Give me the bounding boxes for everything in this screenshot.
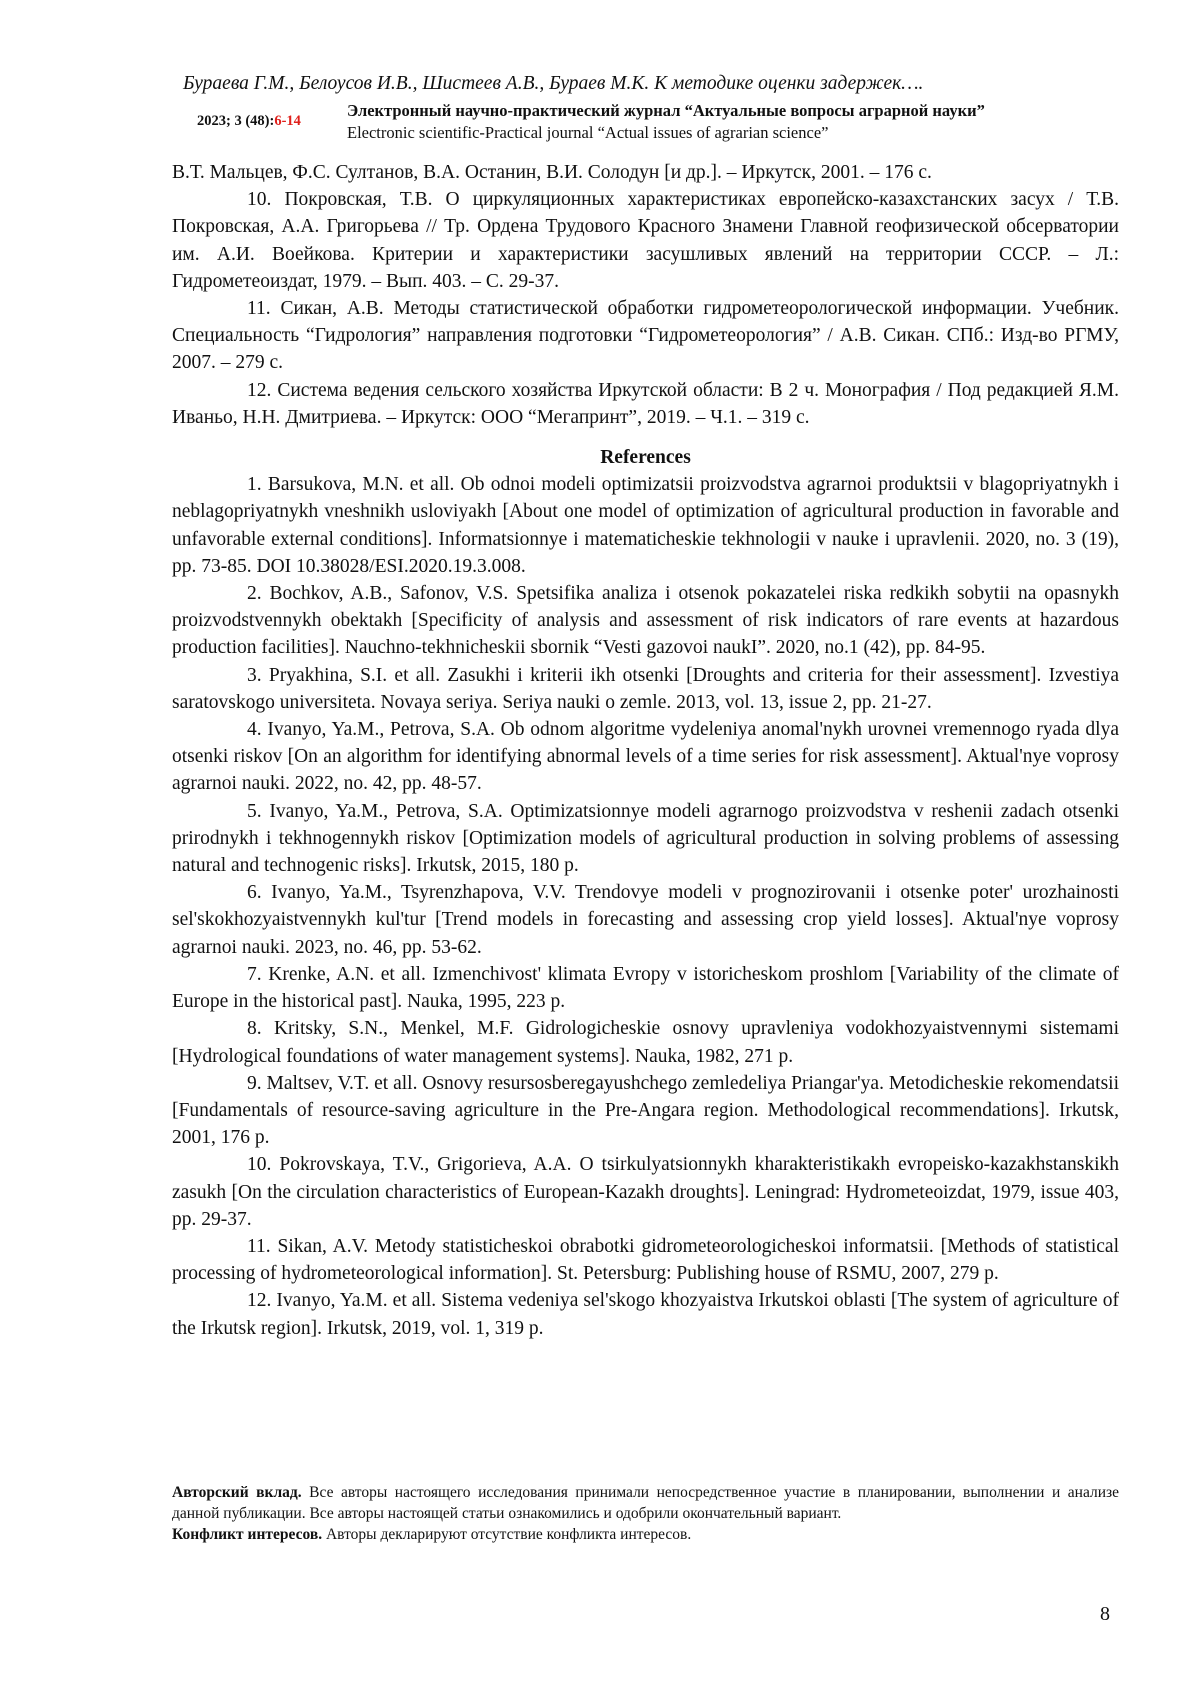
conflict-text: Авторы декларируют отсутствие конфликта интересов. <box>322 1526 691 1543</box>
issue-info <box>197 113 301 130</box>
conflict-label: Конфликт интересов. <box>172 1526 322 1543</box>
reference-item: 3. Pryakhina, S.I. et all. Zasukhi i kriterii ikh otsenki [Droughts and criteria for their assessment]. Izvestiya saratovskogo universiteta. Novaya seriya. Seriya nauki o zemle. 2013, vol. 13, issue 2, pp. 21-27. <box>172 662 1119 716</box>
reference-item: 10. Pokrovskaya, T.V., Grigorieva, A.A. O tsirkulyatsionnykh kharakteristikakh evropeisko-kazakhstanskikh zasukh [On the circulation characteristics of European-Kazakh droughts]. Leningrad: Hydrometeoizdat, 1979, issue 403, pp. 29-37. <box>172 1151 1119 1233</box>
journal-title-en: Electronic scientific-Practical journal “Actual issues of agrarian science” <box>347 123 828 143</box>
document-page <box>0 0 1200 1697</box>
reference-item: 8. Kritsky, S.N., Menkel, M.F. Gidrologicheskie osnovy upravleniya vodokhozyaistvennymi sistemami [Hydrological foundations of water management systems]. Nauka, 1982, 271 p. <box>172 1015 1119 1069</box>
references-heading: References <box>172 444 1119 471</box>
page-number: 8 <box>1100 1603 1110 1626</box>
contribution-label: Авторский вклад. <box>172 1484 302 1501</box>
reference-item: 12. Ivanyo, Ya.M. et all. Sistema vedeniya sel'skogo khozyaistva Irkutskoi oblasti [The system of agriculture of the Irkutsk region]. Irkutsk, 2019, vol. 1, 319 p. <box>172 1287 1119 1341</box>
issue-number: 2023; 3 (48): <box>197 113 274 129</box>
reference-item: 6. Ivanyo, Ya.M., Tsyrenzhapova, V.V. Trendovye modeli v prognozirovanii i otsenke poter' urozhainosti sel'skokhozyaistvennykh kul'tur [Trend models in forecasting and assessing crop yield losses]. Aktual'nye voprosy agrarnoi nauki. 2023, no. 46, pp. 53-62. <box>172 879 1119 961</box>
reference-item: 12. Система ведения сельского хозяйства Иркутской области: В 2 ч. Монография / Под редакцией Я.М. Иваньо, Н.Н. Дмитриева. – Иркутск: ООО “Мегапринт”, 2019. – Ч.1. – 319 с. <box>172 377 1119 431</box>
author-contribution <box>172 1482 1119 1524</box>
reference-item: 2. Bochkov, A.B., Safonov, V.S. Spetsifika analiza i otsenok pokazatelei riska redkikh sobytii na opasnykh proizvodstvennykh obektakh [Specificity of analysis and assessment of risk indicators of rare events at hazardous production facilities]. Nauchno-tekhnicheskii sbornik “Vesti gazovoi naukI”. 2020, no.1 (42), pp. 84-95. <box>172 580 1119 662</box>
reference-item: 1. Barsukova, M.N. et all. Ob odnoi modeli optimizatsii proizvodstva agrarnoi produktsii v blagopriyatnykh i neblagopriyatnykh vneshnikh usloviyakh [About one model of optimization of agricultural production in favorable and unfavorable external conditions]. Informatsionnye i matematicheskie tekhnologii v nauke i upravlenii. 2020, no. 3 (19), pp. 73-85. DOI 10.38028/ESI.2020.19.3.008. <box>172 471 1119 580</box>
references-body <box>172 159 1119 1342</box>
issue-pages: 6-14 <box>274 113 301 129</box>
author-notes <box>172 1482 1119 1545</box>
reference-item: 9. Maltsev, V.T. et all. Osnovy resursosberegayushchego zemledeliya Priangar'ya. Metodicheskie rekomendatsii [Fundamentals of resource-saving agriculture in the Pre-Angara region. Methodological recommendations]. Irkutsk, 2001, 176 p. <box>172 1070 1119 1152</box>
reference-item: 4. Ivanyo, Ya.M., Petrova, S.A. Ob odnom algoritme vydeleniya anomal'nykh urovnei vremennogo ryada dlya otsenki riskov [On an algorithm for identifying abnormal levels of a time series for risk assessment]. Aktual'nye voprosy agrarnoi nauki. 2022, no. 42, pp. 48-57. <box>172 716 1119 798</box>
reference-item: 11. Сикан, А.В. Методы статистической обработки гидрометеорологической информации. Учебник. Специальность “Гидрология” направления подготовки “Гидрометеорология” / А.В. Сикан. СПб.: Изд-во РГМУ, 2007. – 279 с. <box>172 295 1119 377</box>
journal-title-ru: Электронный научно-практический журнал “Актуальные вопросы аграрной науки” <box>347 101 985 121</box>
reference-item: 11. Sikan, A.V. Metody statisticheskoi obrabotki gidrometeorologicheskoi informatsii. [Methods of statistical processing of hydrometeorological information]. St. Petersburg: Publishing house of RSMU, 2007, 279 p. <box>172 1233 1119 1287</box>
reference-item: 10. Покровская, Т.В. О циркуляционных характеристиках европейско-казахстанских засух / Т.В. Покровская, А.А. Григорьева // Тр. Ордена Трудового Красного Знамени Главной геофизической обсерватории им. А.И. Воейкова. Критерии и характеристики засушливых явлений на территории СССР. – Л.: Гидрометеоиздат, 1979. – Вып. 403. – С. 29-37. <box>172 186 1119 295</box>
reference-item: В.Т. Мальцев, Ф.С. Султанов, В.А. Останин, В.И. Солодун [и др.]. – Иркутск, 2001. – 176 с. <box>172 159 1119 186</box>
conflict-of-interest <box>172 1524 1119 1545</box>
reference-item: 7. Krenke, A.N. et all. Izmenchivost' klimata Evropy v istoricheskom proshlom [Variability of the climate of Europe in the historical past]. Nauka, 1995, 223 p. <box>172 961 1119 1015</box>
reference-item: 5. Ivanyo, Ya.M., Petrova, S.A. Optimizatsionnye modeli agrarnogo proizvodstva v reshenii zadach otsenki prirodnykh i tekhnogennykh riskov [Optimization models of agricultural production in solving problems of assessing natural and technogenic risks]. Irkutsk, 2015, 180 p. <box>172 798 1119 880</box>
running-title: Бураева Г.М., Белоусов И.В., Шистеев А.В., Бураев М.К. К методике оценки задержек…. <box>183 72 1083 96</box>
contribution-text: Все авторы настоящего исследования принимали непосредственное участие в планировании, выполнении и анализе данной публикации. Все авторы настоящей статьи ознакомились и одобрили окончательный вариант. <box>172 1484 1119 1522</box>
